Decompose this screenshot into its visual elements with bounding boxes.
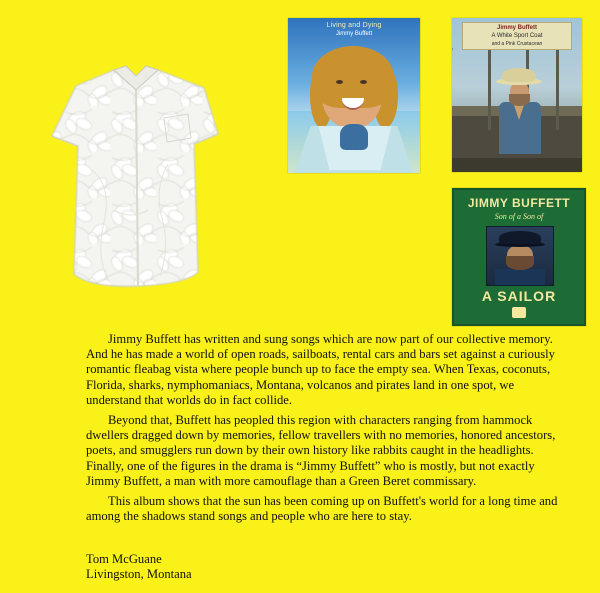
cover3-title: A SAILOR: [481, 288, 557, 304]
album-cover-harbor: [452, 18, 582, 172]
cover1-title: Living and Dying: [326, 22, 382, 29]
liner-notes-paragraph-3: This album shows that the sun has been coming up on Buffett's world for a long time and among the shadows stand songs and people who are here to stay.: [86, 494, 558, 524]
cover2-man-beard: [509, 94, 530, 106]
cover2-banner-line3: and a Pink Crustacean: [491, 41, 543, 47]
album-cover-a-sailor: [452, 188, 586, 326]
liner-notes: [86, 332, 568, 529]
cover2-hat-crown: [502, 68, 536, 82]
cover3-artist: JIMMY BUFFETT: [467, 196, 571, 210]
cover1-scarf: [340, 124, 368, 150]
record-label-logo-icon: [512, 307, 526, 318]
cover2-man-in-hat: [496, 68, 542, 154]
cover2-banner-line2: A White Sport Coat: [491, 33, 543, 39]
cover1-eye-left: [336, 80, 343, 84]
signature-author: Tom McGuane: [86, 552, 162, 566]
liner-notes-paragraph-2: Beyond that, Buffett has peopled this region with characters ranging from hammock dwellers dragged down by memories, fellow travellers with no memories, honored ancestors, poets, and smugglers run down by their own history like rabbits caught in the headlights. Finally, one of the figures in the drama is “Jimmy Buffett” who is mostly, but not exactly Jimmy Buffett, a man with more camouflage than a Green Beret commissary.: [86, 413, 556, 488]
liner-notes-paragraph-1: Jimmy Buffett has written and sung songs which are now part of our collective memory. And he has made a world of open roads, sailboats, rental cars and bars set against a curiously romantic fleabag vista where people bunch up to face the empty sea. When Texas, coconuts, Florida, sharks, nymphomaniacs, Montana, volcanos and pirates land in one spot, we understand that worlds do in fact collide.: [86, 332, 555, 407]
liner-notes-signature: [86, 552, 192, 581]
cover2-dock: [452, 158, 582, 172]
cover3-torso: [495, 269, 545, 285]
album-cover-living-and-dying: [288, 18, 420, 173]
shirt-illustration: [18, 60, 263, 315]
cover1-eye-right: [360, 80, 367, 84]
signature-location: Livingston, Montana: [86, 566, 192, 581]
cover3-captains-cap: [499, 231, 541, 244]
cover2-banner-line1: Jimmy Buffett: [496, 25, 537, 31]
cover3-script-line: Son of a Son of: [494, 212, 544, 221]
cover2-title-banner: [462, 22, 572, 50]
cover1-subtitle: Jimmy Buffett: [335, 31, 373, 37]
hawaiian-shirt-photo: [18, 60, 263, 315]
cover3-portrait-photo: [486, 226, 554, 286]
cover3-beard: [506, 256, 534, 270]
